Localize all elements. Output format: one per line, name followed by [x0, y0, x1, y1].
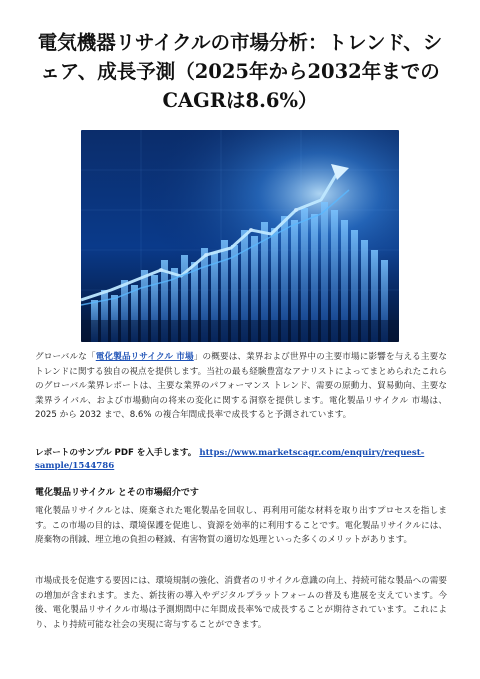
hero-chart-image — [81, 130, 399, 342]
section-heading: 電化製品リサイクル とその市場紹介です — [35, 488, 199, 498]
market-link[interactable]: 電化製品リサイクル 市場 — [95, 352, 194, 362]
definition-paragraph: 電化製品リサイクルとは、廃棄された電化製品を回収し、再利用可能な材料を取り出すプロセスを指します。この市場の目的は、環境保護を促進し、資源を効率的に利用することです。電化製品リサイクルには、廃棄物の削減、埋立地の負担の軽減、有害物質の適切な処理といった多くのメリットがあります。 — [35, 506, 447, 546]
sample-request — [35, 447, 447, 472]
rising-chart-icon — [81, 130, 399, 342]
intro-paragraph — [35, 350, 447, 423]
sample-label: レポートのサンプル PDF を入手します。 — [35, 448, 197, 458]
intro-text-before: グローバルな「 — [35, 352, 96, 362]
page-title: 電気機器リサイクルの市場分析：トレンド、シェア、成長予測（2025年から2032年までのCAGRは8.6%） — [37, 31, 443, 112]
sample-url-link[interactable]: https://www.marketscagr.com/enquiry/request-sample/1544786 — [35, 448, 425, 471]
growth-factors-paragraph: 市場成長を促進する要因には、環境規制の強化、消費者のリサイクル意識の向上、持続可能な製品への需要の増加が含まれます。また、新技術の導入やデジタルプラットフォームの普及も進展を支えています。今後、電化製品リサイクル市場は予測期間中に年間成長率%で成長することが期待されています。これにより、より持続可能な社会の実現に寄与することができます。 — [35, 576, 447, 630]
intro-text-after: 」の概要は、業界および世界中の主要市場に影響を与える主要なトレンドに関する独自の視点を提供します。当社の最も経験豊富なアナリストによってまとめられたこれらのグローバル業界レポートは、主要な業界のパフォーマンス トレンド、需要の原動力、貿易動向、主要な業界ライバル、および市場動向の将来の変化に関する洞察を提供します。電化製品リサイクル 市場は、2025 から 2032 まで、8.6% の複合年間成長率で成長すると予測されています。 — [35, 352, 447, 421]
